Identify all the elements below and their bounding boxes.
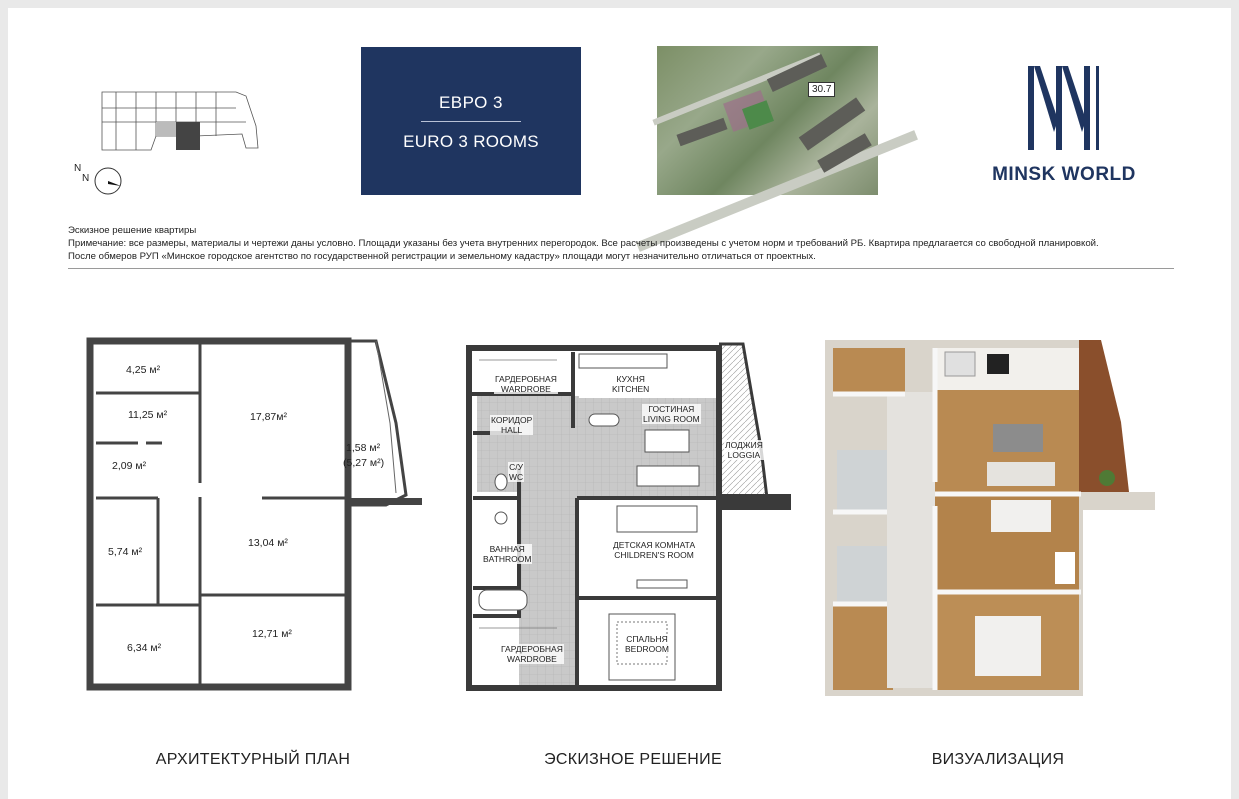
area-label-2: 11,25 м²	[128, 409, 168, 421]
mw-monogram-icon	[976, 60, 1152, 160]
area-label-10: 12,71 м²	[252, 628, 292, 640]
room-wardrobe-1: ГАРДЕРОБНАЯ WARDROBE	[495, 374, 557, 394]
minsk-world-logo	[976, 60, 1152, 190]
caption-visualization: ВИЗУАЛИЗАЦИЯ	[931, 751, 1065, 768]
room-living: ГОСТИНАЯ LIVING ROOM	[643, 404, 700, 424]
note-line-2: После обмеров РУП «Минское городское агентство по государственной регистрации и земельному кадастру» площади могут незначительно отличаться от проектных.	[68, 251, 816, 263]
room-bathroom: ВАННАЯ BATHROOM	[483, 544, 532, 564]
notes-divider	[68, 268, 1174, 269]
room-bedroom: СПАЛЬНЯ BEDROOM	[625, 634, 669, 654]
disclaimer-notes	[68, 224, 1188, 264]
room-kitchen: КУХНЯ KITCHEN	[612, 374, 650, 394]
visualization-render	[825, 332, 1155, 698]
caption-sketch-solution: ЭСКИЗНОЕ РЕШЕНИЕ	[544, 751, 722, 768]
compass-letter: N	[74, 163, 82, 174]
area-label-9: 6,34 м²	[127, 642, 162, 654]
area-label-8: 13,04 м²	[248, 537, 288, 549]
area-label-4: 2,09 м²	[112, 460, 147, 472]
apartment-type-en: EURO 3 ROOMS	[403, 132, 539, 151]
apartment-type-ru: ЕВРО 3	[438, 93, 504, 112]
floorplan-sheet	[8, 8, 1231, 799]
aerial-view-image	[657, 46, 878, 195]
compass-n: N	[82, 173, 90, 184]
title-divider	[421, 121, 521, 122]
room-wardrobe-2: ГАРДЕРОБНАЯ WARDROBE	[501, 644, 563, 664]
area-label-1: 4,25 м²	[126, 364, 161, 376]
key-plan	[82, 86, 266, 196]
room-loggia: ЛОДЖИЯ LOGGIA	[725, 440, 763, 460]
room-hall: КОРИДОР HALL	[491, 415, 533, 435]
area-label-6: (5,27 м²)	[343, 457, 385, 469]
aerial-building-tag: 30.7	[808, 82, 835, 97]
caption-architectural-plan: АРХИТЕКТУРНЫЙ ПЛАН	[155, 751, 351, 768]
apartment-type-box	[361, 47, 581, 195]
room-children: ДЕТСКАЯ КОМНАТА CHILDREN'S ROOM	[613, 540, 696, 560]
plant-icon	[1099, 470, 1115, 486]
area-label-3: 17,87м²	[250, 411, 287, 423]
area-label-7: 5,74 м²	[108, 546, 143, 558]
note-title: Эскизное решение квартиры	[68, 225, 197, 236]
note-line-1: Примечание: все размеры, материалы и чертежи даны условно. Площади указаны без учета внутренних перегородок. Все расчеты произведены с учетом норм и требований РБ. Квартира предлагается со свободной планировкой.	[68, 238, 1099, 250]
area-label-5: 1,58 м²	[346, 442, 381, 454]
room-wc: С/У WC	[509, 462, 524, 482]
brand-name: MINSK WORLD	[992, 164, 1136, 185]
